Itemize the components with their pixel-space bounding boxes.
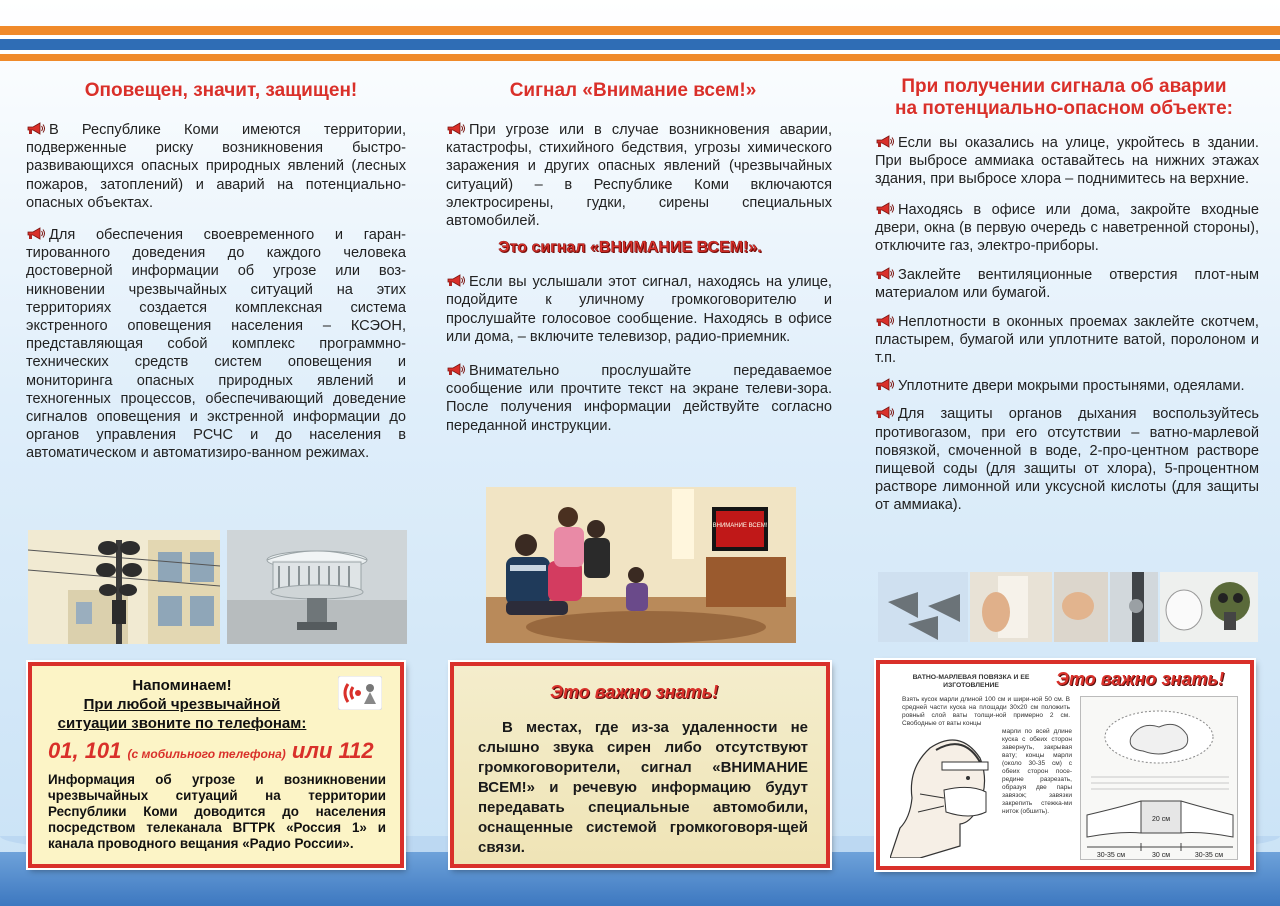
important-box-mask xyxy=(876,660,1254,870)
megaphone-icon xyxy=(875,267,895,280)
reminder-text: Информация об угрозе и возникновении чрезвычайных ситуаций на территории Республики Коми доводится до населения посредством телеканала ВГТРК «Россия 1» и канала проводного вещания «Радио России». xyxy=(48,772,386,851)
reminder-box xyxy=(28,662,404,868)
diagram-text-1: Взять кусок марли длиной 100 см и шири-ной 50 см. В средней части куска на площади 30х20 см положить ровный слой ваты толщи-ной примерно 2 см. Свободные от ваты концы xyxy=(902,696,1070,727)
important-box-vehicles xyxy=(450,662,830,868)
megaphone-icon xyxy=(446,274,466,287)
mask-sketch-panel xyxy=(1080,696,1238,860)
col1-paragraph-2: Для обеспечения своевременного и гаран-тированного доведения до каждого человека достоверной информации об угрозе или воз-никновении чрезвычайных ситуаций на этих территориях создается комплексная система экстренного оповещения населения – КСЭОН, представляющая собой комплекс программно-технических средств систем оповещения и мониторинга опасных природных явлений и техногенных процессов, обеспечивающий доведение сигналов оповещения и экстренной информации до органов управления РСЧС и до населения в автоматическом и автоматизиро-ванном режимах. xyxy=(26,227,406,462)
emergency-phones xyxy=(48,738,374,764)
megaphone-icon xyxy=(875,406,895,419)
reminder-heading: Напоминаем! xyxy=(132,677,232,694)
dim-label-right: 30-35 см xyxy=(1194,852,1224,859)
column-1 xyxy=(26,80,406,463)
mask-instructions-diagram xyxy=(884,670,1244,860)
col3-title-line-1: При получении сигнала об аварии xyxy=(901,76,1227,97)
col2-title: Сигнал «Внимание всем!» xyxy=(509,80,757,101)
column-2 xyxy=(446,80,832,435)
col3-item-2: Находясь в офисе или дома, закройте входные двери, окна (в первую очередь с наветренной стороны), отключите газ, электро-приборы. xyxy=(875,201,1259,255)
family-tv-photo xyxy=(486,487,796,643)
dim-label-center: 30 см xyxy=(1151,852,1171,859)
diagram-title: ВАТНО-МАРЛЕВАЯ ПОВЯЗКА И ЕЕ ИЗГОТОВЛЕНИЕ xyxy=(912,674,1030,689)
megaphone-icon xyxy=(26,227,46,240)
dim-label-left: 30-35 см xyxy=(1096,852,1126,859)
megaphone-icon xyxy=(446,122,466,135)
col3-item-4: Неплотности в оконных проемах заклейте скотчем, пластырем, бумагой или уплотните ватой, поролоном и т.п. xyxy=(875,313,1259,367)
col3-item-1: Если вы оказались на улице, укройтесь в здании. При выбросе аммиака оставайтесь на нижних этажах здания, при выбросе хлора – поднимитесь на верхние. xyxy=(875,135,1259,188)
top-stripes xyxy=(0,26,1280,62)
important-text: В местах, где из-за удаленности не слышно звука сирен либо отсутствуют громкоговорители, сигнал «ВНИМАНИЕ ВСЕМ!» и речевую информацию будут передавать специальные автомобили, оснащенные системой громкоговоря-щей связи. xyxy=(478,719,808,856)
diagram-text-2: марли по всей длине куска с обеих сторон завернуть, закрывая вату; концы марли (около 30-35 см) с обеих сторон посе-редине разрезать, образуя две пары завязок; завязки закрепить стежка-ми ниток (обшить). xyxy=(1002,728,1072,815)
column-3 xyxy=(875,76,1259,515)
megaphone-icon xyxy=(446,363,466,376)
col2-paragraph-1: При угрозе или в случае возникновения аварии, катастрофы, стихийного бедствия, угрозы химического заражения и других опасных явлений (чрезвычайных ситуаций) – в Республике Коми включаются электросирены, гудки, сирены специальных автомобилей. xyxy=(446,122,832,230)
phones-main: 01, 101 xyxy=(48,738,128,763)
electrosiren-photo xyxy=(227,530,407,644)
col3-item-3: Заклейте вентиляционные отверстия плот-ным материалом или бумагой. xyxy=(875,267,1259,302)
protection-photo-strip xyxy=(878,572,1258,642)
col3-item-5: Уплотните двери мокрыми простынями, одеялами. xyxy=(875,377,1259,395)
phones-112: или 112 xyxy=(285,738,374,763)
megaphone-icon xyxy=(26,122,46,135)
phones-mobile-note: (с мобильного телефона) xyxy=(127,747,286,761)
important-title: Это важно знать! xyxy=(550,682,719,702)
megaphone-icon xyxy=(875,378,895,391)
col1-title: Оповещен, значит, защищен! xyxy=(84,80,358,101)
tv-screen-text: ВНИМАНИЕ ВСЕМ! xyxy=(712,523,768,529)
col3-title xyxy=(869,76,1259,120)
col2-paragraph-2: Если вы услышали этот сигнал, находясь на улице, подойдите к уличному громкоговорителю и прослушайте голосовое сообщение. Находясь в офисе или дома, – включите телевизор, радио-приемник. xyxy=(446,274,832,345)
megaphone-icon xyxy=(875,314,895,327)
col3-item-6: Для защиты органов дыхания воспользуйтесь противогазом, при его отсутствии – ватно-марлевой повязкой, смоченной в воде, 2-про-центном растворе пищевой соды (для защиты от хлора), 5-процентном растворе лимонной или уксусной кислоты (для защиты от аммиака). xyxy=(875,406,1259,514)
phone-signal-icon xyxy=(338,676,382,710)
col1-paragraph-1: В Республике Коми имеются территории, подверженные риску возникновения быстро-развивающихся опасных природных явлений (лесных пожаров, затоплений) и аварий на потенциально-опасных объектах. xyxy=(26,122,406,211)
col3-title-line-2: на потенциально-опасном объекте: xyxy=(895,98,1233,119)
person-with-mask-illustration xyxy=(890,728,1000,858)
signal-heading: Это сигнал «ВНИМАНИЕ ВСЕМ!». xyxy=(498,239,762,257)
reminder-line-3: ситуации звоните по телефонам: xyxy=(57,715,307,732)
important-title-2: Это важно знать! xyxy=(1056,669,1225,689)
dim-label-middle: 20 см xyxy=(1151,816,1171,823)
megaphone-icon xyxy=(875,202,895,215)
siren-pole-photo xyxy=(28,530,220,644)
col2-paragraph-3: Внимательно прослушайте передаваемое сообщение или прочтите текст на экране телеви-зора. После получения информации действуйте согласно переданной инструкции. xyxy=(446,363,832,434)
reminder-line-2: При любой чрезвычайной xyxy=(83,696,281,713)
megaphone-icon xyxy=(875,135,895,148)
